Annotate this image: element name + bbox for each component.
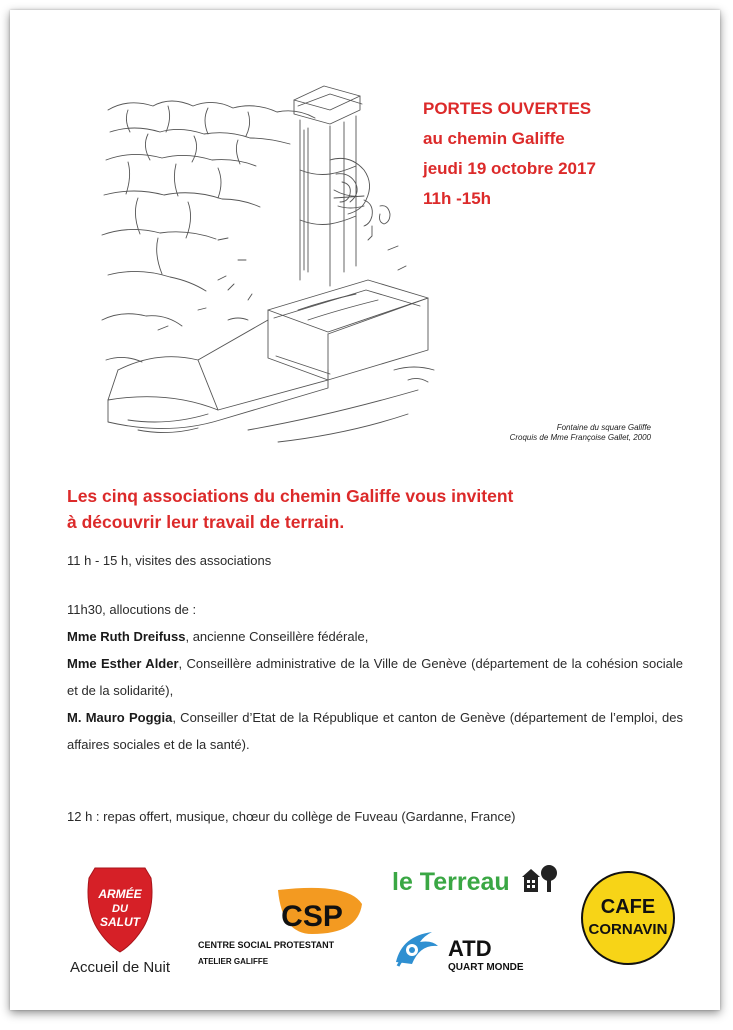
speaker-3-name: M. Mauro Poggia (67, 710, 173, 725)
flyer-page (10, 10, 720, 1010)
lunch-text: 12 h : repas offert, musique, chœur du collège de Fuveau (Gardanne, France) (67, 809, 516, 824)
event-date: jeudi 19 octobre 2017 (423, 159, 596, 178)
program-speeches (67, 596, 683, 758)
csp-mark: CSP (281, 900, 343, 933)
speaker-2-name: Mme Esther Alder (67, 656, 179, 671)
visits-text: 11 h - 15 h, visites des associations (67, 553, 272, 568)
speaker-2 (67, 650, 683, 704)
csp-line-2: ATELIER GALIFFE (198, 957, 269, 966)
speaker-2-role: , Conseillère administrative de la Ville de Genève (département de la cohésion sociale et de la solidarité), (67, 656, 683, 698)
csp-line-1: CENTRE SOCIAL PROTESTANT (198, 940, 335, 950)
le-terreau-logo (390, 860, 570, 900)
program-visits (67, 547, 683, 574)
event-hours: 11h -15h (423, 189, 492, 208)
speeches-intro: 11h30, allocutions de : (67, 602, 197, 617)
speaker-3-role: , Conseiller d’Etat de la République et canton de Genève (département de l’emploi, des affaires sociales et de la santé). (67, 710, 684, 752)
house-tree-icon (522, 865, 557, 892)
invitation-line-1: Les cinq associations du chemin Galiffe vous invitent (67, 486, 514, 506)
salvation-line-3: SALUT (100, 915, 140, 929)
speaker-1 (67, 623, 683, 650)
atd-sub: QUART MONDE (448, 962, 524, 973)
invitation-line-2: à découvrir leur travail de terrain. (67, 512, 345, 532)
atd-emblem-icon (396, 932, 438, 966)
salvation-caption: Accueil de Nuit (69, 959, 171, 976)
invitation-heading (67, 483, 513, 535)
event-heading (423, 94, 596, 214)
caption-credit: Croquis de Mme Françoise Gallet, 2000 (509, 433, 651, 442)
salvation-army-logo (60, 860, 180, 985)
speaker-3 (67, 704, 683, 758)
program-lunch (67, 803, 683, 830)
csp-logo (190, 882, 370, 982)
caption-title: Fontaine du square Galiffe (556, 423, 651, 432)
salvation-line-2: DU (112, 903, 128, 915)
cafe-line-1: CAFE (600, 896, 656, 918)
atd-name: ATD (448, 936, 492, 961)
atd-quart-monde-logo (390, 922, 570, 980)
speaker-1-name: Mme Ruth Dreifuss (67, 629, 186, 644)
cafe-cornavin-logo (578, 868, 678, 968)
sketch-caption (510, 423, 651, 443)
event-title: PORTES OUVERTES (423, 99, 592, 118)
terreau-name: le Terreau (392, 868, 510, 896)
event-location: au chemin Galiffe (423, 129, 565, 148)
salvation-line-1: ARMÉE (98, 887, 142, 901)
cafe-line-2: CORNAVIN (588, 921, 668, 938)
speaker-1-role: , ancienne Conseillère fédérale, (185, 629, 369, 644)
